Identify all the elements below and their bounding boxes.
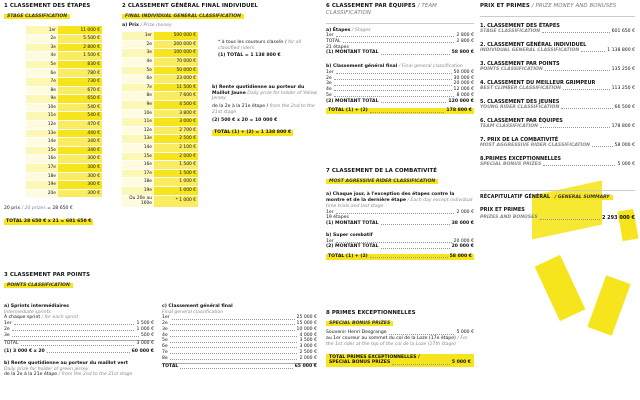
sprints-label-en: Intermediate sprints [4, 309, 51, 315]
rank-amount: 3 800 € [154, 109, 198, 118]
decorative-shape-mid [535, 255, 586, 321]
super-total: 20 000 € [451, 244, 474, 250]
rank-position: 17e [26, 163, 58, 172]
rank-amount: 300 € [58, 172, 102, 181]
table-row [122, 49, 198, 58]
rank-position: 7e [26, 78, 58, 87]
table-row [26, 86, 102, 95]
section-total-label: TOTAL (1) + (2) [328, 254, 368, 260]
rank-amount: 1 500 € [58, 52, 102, 61]
stages-count: 21 étapes [326, 44, 349, 50]
rank-position: 6e [122, 75, 154, 84]
rank-amount: 200 000 € [154, 40, 198, 49]
table-row [122, 100, 198, 109]
summary-list [480, 23, 635, 168]
table-row [26, 181, 102, 190]
rank-amount: 470 € [58, 121, 102, 130]
rank-position: 9e [122, 100, 154, 109]
final-total-label: TOTAL [162, 364, 179, 370]
team-final-rows [326, 70, 474, 99]
recap-title: RÉCAPITULATIF GÉNÉRAL [480, 194, 551, 200]
prize-label: a) Prix [122, 23, 139, 29]
item-amount: 20 000 € [453, 238, 474, 244]
rank-position: 19e [26, 181, 58, 190]
rank-amount: 730 € [58, 78, 102, 87]
table-row [26, 43, 102, 52]
item-amount: 500 € [140, 332, 154, 338]
note-total: (1) TOTAL = 1 138 800 € [218, 53, 281, 59]
item-position: 1er [326, 33, 334, 39]
table-row [26, 103, 102, 112]
rank-amount: * 1 000 € [154, 195, 198, 207]
table-row [26, 129, 102, 138]
summary-item-title: 3. CLASSEMENT PAR POINTS [480, 60, 560, 67]
rank-amount: 830 € [58, 60, 102, 69]
rank-amount: 670 € [58, 86, 102, 95]
summary-item-title: 5. CLASSEMENT DES JEUNES [480, 98, 560, 105]
item-position: 4e [326, 87, 332, 93]
table-row [26, 163, 102, 172]
table-row [26, 35, 102, 44]
table-row [26, 52, 102, 61]
green-jersey-label-en: Daily prize for holder of green jersey [4, 366, 89, 372]
section-title: 3 CLASSEMENT PAR POINTS [4, 272, 91, 278]
rank-position: 5e [26, 60, 58, 69]
item-amount: 30 000 € [453, 75, 474, 81]
table-row [122, 75, 198, 84]
rank-amount: 500 000 € [154, 32, 198, 40]
table-row [26, 60, 102, 69]
item-position: 3e [326, 81, 332, 87]
rank-position: 15e [26, 146, 58, 155]
section-subtitle-bar: SPECIAL BONUS PRIZES [326, 321, 393, 327]
jersey-total: (2) 500 € x 20 = 10 000 € [212, 117, 278, 123]
rank-position: 8e [26, 86, 58, 95]
rank-position: 16e [26, 155, 58, 164]
item-position: 4e [162, 332, 168, 338]
daily-total: 38 000 € [451, 221, 474, 227]
daily-label: a) Chaque jour, à l'exception des étapes contre la montre et de la dernière étape [326, 192, 455, 204]
table-row [122, 83, 198, 92]
table-row [122, 32, 198, 40]
item-position: 1er [162, 315, 170, 321]
rank-amount: 300 € [58, 163, 102, 172]
special-total-label-en: SPECIAL BONUS PRIZES [329, 360, 391, 366]
rank-position: 13e [26, 129, 58, 138]
stage-prize-table [26, 26, 102, 198]
item-position: 2e [4, 326, 10, 332]
item-position: TOTAL [326, 38, 341, 44]
rank-amount: 300 € [58, 189, 102, 198]
rank-position: 11e [26, 112, 58, 121]
rank-position: Du 20e au 160e [122, 195, 154, 207]
table-row [26, 138, 102, 147]
item-amount: 20 000 € [453, 81, 474, 87]
item-position: 6e [162, 344, 168, 350]
section-points-classification [4, 272, 319, 288]
rank-position: 10e [122, 109, 154, 118]
green-jersey-line: de la 2e à la 21e étape [4, 372, 58, 378]
section-title: 6 CLASSEMENT PAR ÉQUIPES [326, 3, 416, 9]
summary-item-title: 8.PRIMES EXCEPTIONNELLES [480, 155, 562, 162]
table-row [26, 95, 102, 104]
rank-position: 16e [122, 161, 154, 170]
item-amount: 3 500 € [299, 338, 317, 344]
rank-position: 6e [26, 69, 58, 78]
rank-position: 20e [26, 189, 58, 198]
item-position: 7e [162, 349, 168, 355]
jersey-line: de la 2e à la 21e étape / [212, 104, 269, 110]
section-title: PRIX ET PRIMES [480, 3, 530, 9]
rank-position: 19e [122, 186, 154, 195]
section-title: 1 CLASSEMENT DES ÉTAPES [4, 3, 91, 9]
recap-en: PRIZES AND BONUSES [480, 214, 538, 220]
prizes-count-en: / 20 prizes [21, 206, 46, 212]
table-row [122, 40, 198, 49]
recap-fr: PRIX ET PRIMES [480, 206, 525, 213]
stages-rows [326, 33, 474, 44]
list-item [162, 356, 317, 362]
table-row [122, 152, 198, 161]
section-total-label: TOTAL (1) + (2) [328, 108, 368, 114]
rank-position: 13e [122, 135, 154, 144]
recap-amount: 2 293 000 € [601, 214, 635, 221]
section-subtitle-bar: FINAL INDIVIDUAL GENERAL CLASSIFICATION [122, 14, 244, 20]
general-note [218, 40, 318, 59]
rank-amount: 540 € [58, 103, 102, 112]
table-row [122, 66, 198, 75]
summary-item [480, 156, 635, 168]
table-row [122, 118, 198, 127]
stages-label-en: / Stages [351, 27, 371, 33]
section-subtitle-bar: MOST AGRESSIVE RIDER CLASSIFICATION [326, 179, 438, 185]
table-row [26, 121, 102, 130]
rank-position: 10e [26, 103, 58, 112]
summary-item-en: POINTS CLASSIFICATION [480, 66, 543, 72]
table-row [26, 69, 102, 78]
summary-item-title: 4. CLASSEMENT DU MEILLEUR GRIMPEUR [480, 79, 596, 86]
points-final-classification [162, 304, 317, 370]
sprints-each-en: / for each sprint [41, 315, 79, 321]
item-position: 3e [4, 332, 10, 338]
summary-item-amount: 5 000 € [617, 161, 635, 167]
item-amount: 15 000 € [296, 321, 317, 327]
rank-amount: 2 700 € [154, 126, 198, 135]
stages-total-label: (1) MONTANT TOTAL [326, 50, 379, 56]
item-amount: 2 800 € [456, 38, 474, 44]
item-position: 5e [326, 92, 332, 98]
summary-item-amount: 66 500 € [614, 104, 635, 110]
item-amount: 2 000 € [456, 209, 474, 215]
rank-amount: 7 600 € [154, 92, 198, 101]
rank-amount: 2 800 € [58, 43, 102, 52]
rank-position: 5e [122, 66, 154, 75]
section-team-classification [326, 3, 474, 114]
rank-amount: 540 € [58, 112, 102, 121]
rank-amount: 650 € [58, 95, 102, 104]
table-row [122, 161, 198, 170]
item-amount: 8 000 € [456, 92, 474, 98]
final-label: c) Classement général final [162, 304, 233, 309]
special-total: 5 000 € [451, 360, 471, 366]
table-row [26, 78, 102, 87]
table-row [26, 112, 102, 121]
daily-stages: 19 étapes [326, 215, 349, 221]
summary-item-en: STAGE CLASSIFICATION [480, 29, 541, 34]
final-total: 65 000 € [294, 364, 317, 370]
team-final-total: 120 000 € [448, 98, 474, 104]
rank-amount: 300 € [58, 181, 102, 190]
item-position: 3e [162, 326, 168, 332]
rank-amount: 4 500 € [154, 100, 198, 109]
item-amount: 1 000 € [136, 326, 154, 332]
rank-amount: 5 500 € [58, 35, 102, 44]
rank-amount: 2 500 € [154, 135, 198, 144]
rank-position: 12e [122, 126, 154, 135]
summary-item [480, 23, 635, 35]
rank-amount: 2 000 € [154, 152, 198, 161]
rank-position: 4e [26, 52, 58, 61]
table-row [122, 143, 198, 152]
table-row [122, 126, 198, 135]
item-position: 8e [162, 355, 168, 361]
summary-item-amount: 1 138 800 € [607, 47, 635, 53]
final-rows [162, 315, 317, 361]
item-amount: 25 000 € [296, 315, 317, 321]
summary-item-en: MOST AGGRESSIVE RIDER CLASSIFICATION [480, 142, 591, 148]
prizes-count: 20 prix [4, 206, 21, 212]
rank-position: 2e [122, 40, 154, 49]
section-title-en: / PRIZE MONEY AND BONUSES [531, 3, 617, 9]
rank-amount: 300 € [58, 155, 102, 164]
rank-amount: 11 500 € [154, 83, 198, 92]
summary-item-en: YOUNG RIDER CLASSIFICATION [480, 104, 560, 110]
table-row [122, 186, 198, 195]
daily-total-label: (1) MONTANT TOTAL [326, 221, 379, 227]
rank-amount: 1 000 € [154, 178, 198, 187]
rank-position: 1er [122, 32, 154, 40]
summary-item-amount: 135 250 € [611, 66, 635, 72]
yellow-jersey-prize [212, 85, 318, 136]
stages-total: 58 800 € [451, 50, 474, 56]
table-row [26, 172, 102, 181]
rank-amount: 340 € [58, 138, 102, 147]
section-prize-summary [480, 3, 635, 221]
table-row [26, 146, 102, 155]
rank-position: 2e [26, 35, 58, 44]
rank-position: 1er [26, 26, 58, 34]
rank-amount: 23 000 € [154, 75, 198, 84]
rank-position: 12e [26, 121, 58, 130]
summary-item [480, 80, 635, 92]
table-row [122, 92, 198, 101]
note-text: * à tous les coureurs classés / [218, 40, 287, 45]
summary-item-en: SPECIAL BONUS PRIZES [480, 161, 542, 167]
table-row [122, 169, 198, 178]
summary-item-amount: 601 650 € [611, 29, 635, 34]
super-label: b) Super combatif [326, 232, 373, 238]
table-row [26, 26, 102, 34]
decorative-shape-bottom [587, 275, 630, 336]
item-amount: 10 000 € [296, 326, 317, 332]
special-text2-en: / For the 1st rider at the top of the col de la Loze (17th stage) [326, 336, 468, 347]
section-subtitle-bar: STAGE CLASSIFICATION [4, 14, 70, 20]
prize-label-en: / Prize money [140, 23, 172, 29]
summary-item [480, 137, 635, 149]
item-position: 2e [326, 75, 332, 81]
rank-position: 14e [122, 143, 154, 152]
table-row [122, 178, 198, 187]
recap-title-en: / GENERAL SUMMARY [552, 195, 613, 201]
summary-item-title: 7. PRIX DE LA COMBATIVITÉ [480, 136, 559, 143]
summary-item-amount: 58 000 € [614, 142, 635, 148]
section-total: TOTAL 28 650 € x 21 = 601 650 € [6, 219, 92, 225]
rank-position: 18e [26, 172, 58, 181]
stages-label: a) Étapes [326, 27, 351, 33]
item-position: 1er [326, 209, 334, 215]
item-amount: 3 000 € [299, 344, 317, 350]
item-amount: 4 000 € [299, 332, 317, 338]
summary-item-en: BEST CLIMBER CLASSIFICATION [480, 85, 561, 91]
section-total: 58 000 € [449, 254, 472, 260]
rank-amount: 100 000 € [154, 49, 198, 58]
rank-amount: 2 100 € [154, 143, 198, 152]
item-amount: 2 500 € [299, 349, 317, 355]
sprints-rows [4, 321, 154, 338]
rank-position: 15e [122, 152, 154, 161]
table-row [122, 195, 198, 207]
general-prize-table [122, 32, 198, 207]
rank-position: 18e [122, 178, 154, 187]
final-label-en: Final general classification [162, 309, 224, 315]
rank-amount: 50 000 € [154, 66, 198, 75]
rank-amount: 340 € [58, 146, 102, 155]
rank-position: 3e [122, 49, 154, 58]
jersey-label-en: Daily prize for holder of Yellow Jersey [212, 90, 318, 102]
table-row [26, 189, 102, 198]
sprints-each: À chaque sprint [4, 315, 41, 321]
rank-position: 14e [26, 138, 58, 147]
green-jersey-line-en: / from the 2nd to the 21st stage [58, 372, 133, 378]
sprints-calc-label: (1) 3 000 € x 20 [4, 349, 45, 355]
note-text-en: for all classified riders [218, 40, 302, 51]
item-position: 1er [326, 69, 334, 75]
sprints-calc: 60 000 € [131, 349, 154, 355]
section-combativity [326, 168, 474, 260]
summary-item-en: TEAM CLASSIFICATION [480, 123, 538, 129]
section-total: TOTAL (1) + (2) = 1 138 800 € [214, 130, 292, 136]
section-subtitle-bar: POINTS CLASSIFICATION [4, 283, 73, 289]
item-position: 1er [326, 238, 334, 244]
super-total-label: (2) MONTANT TOTAL [326, 244, 379, 250]
item-position: 1er [4, 321, 12, 327]
table-row [122, 135, 198, 144]
rank-amount: 440 € [58, 129, 102, 138]
rank-position: 9e [26, 95, 58, 104]
rank-amount: 1 000 € [154, 186, 198, 195]
summary-item [480, 42, 635, 54]
rank-position: 11e [122, 118, 154, 127]
jersey-line-en: from the 2nd to the 21st stage [212, 104, 315, 115]
special-total-label: TOTAL PRIMES EXCEPTIONNELLES / [329, 354, 420, 360]
special-amount: 5 000 € [456, 330, 474, 336]
daily-label-en: / Each day except individual time trials and last stage [326, 198, 473, 209]
table-row [122, 58, 198, 67]
summary-item-en: INDIVIDUAL GENERAL CLASSIFICATION [480, 47, 580, 53]
rank-amount: 3 000 € [154, 118, 198, 127]
green-jersey-label: b) Rente quotidienne au porteur du maillot vert [4, 360, 128, 366]
prizes-total: = 28 650 € [47, 206, 73, 212]
sprints-total-label: TOTAL [4, 341, 19, 347]
summary-item [480, 99, 635, 111]
section-title: 2 CLASSEMENT GÉNÉRAL FINAL INDIVIDUEL [122, 3, 258, 9]
section-title: 7 CLASSEMENT DE LA COMBATIVITÉ [326, 168, 438, 174]
rank-amount: 1 500 € [154, 169, 198, 178]
section-stage-classification [4, 3, 114, 225]
item-position: 5e [162, 338, 168, 344]
rank-position: 7e [122, 83, 154, 92]
section-total: 178 800 € [446, 108, 472, 114]
rank-amount: 1 500 € [154, 161, 198, 170]
item-amount: 2 000 € [299, 355, 317, 361]
item-amount: 50 000 € [453, 69, 474, 75]
special-text: Souvenir Henri Desgrange [326, 330, 387, 336]
section-title: 8 PRIMES EXCEPTIONNELLES [326, 310, 416, 316]
special-text2: au 1er coureur au sommet du col de la Loze (17e étape) [326, 336, 456, 342]
rank-amount: 11 000 € [58, 26, 102, 34]
summary-item [480, 118, 635, 130]
rank-amount: 70 000 € [154, 58, 198, 67]
summary-item-amount: 113 250 € [611, 85, 635, 91]
team-final-label: b) Classement général final [326, 64, 398, 70]
team-final-label-en: / Final general classification [398, 64, 463, 70]
jersey-label: b) Rente quotidienne au porteur du Maillot Jaune [212, 85, 305, 96]
section-title-en: / TEAM CLASSIFICATION [326, 3, 437, 16]
summary-item-title: 1. CLASSEMENT DES ÉTAPES [480, 22, 560, 29]
rank-position: 17e [122, 169, 154, 178]
list-item [4, 333, 154, 339]
table-row [26, 155, 102, 164]
table-row [122, 109, 198, 118]
sprints-total: 3 000 € [136, 341, 154, 347]
rank-position: 8e [122, 92, 154, 101]
intermediate-sprints [4, 304, 154, 378]
summary-item [480, 61, 635, 73]
rank-position: 4e [122, 58, 154, 67]
summary-item-amount: 178 800 € [611, 123, 635, 129]
summary-item-title: 2. CLASSEMENT GÉNÉRAL INDIVIDUEL [480, 41, 587, 48]
summary-item-title: 6. CLASSEMENT PAR ÉQUIPES [480, 117, 563, 124]
sprints-label: a) Sprints intermédiaires [4, 304, 70, 309]
rank-amount: 780 € [58, 69, 102, 78]
section-special-prizes [326, 310, 474, 367]
rank-position: 3e [26, 43, 58, 52]
item-position: 2e [162, 321, 168, 327]
item-amount: 12 000 € [453, 87, 474, 93]
item-amount: 1 500 € [136, 321, 154, 327]
item-amount: 2 800 € [456, 33, 474, 39]
team-final-total-label: (2) MONTANT TOTAL [326, 98, 379, 104]
